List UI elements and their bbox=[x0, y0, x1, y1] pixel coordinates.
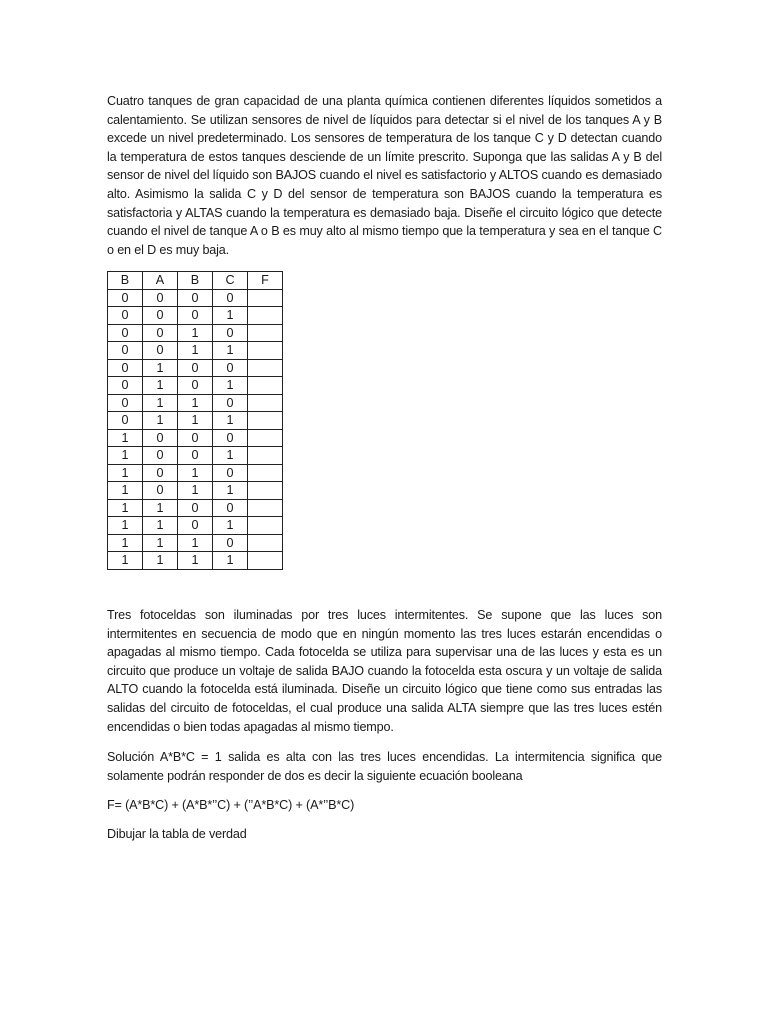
truth-table-cell: 0 bbox=[108, 307, 143, 325]
truth-table-cell: 0 bbox=[143, 307, 178, 325]
truth-table-cell: 1 bbox=[143, 412, 178, 430]
truth-table-cell: 1 bbox=[213, 412, 248, 430]
truth-table-cell bbox=[248, 324, 283, 342]
truth-table-cell: 1 bbox=[143, 394, 178, 412]
truth-table-cell: 1 bbox=[178, 534, 213, 552]
truth-table-cell: 0 bbox=[178, 429, 213, 447]
truth-table-cell: 0 bbox=[143, 429, 178, 447]
truth-table-cell: 0 bbox=[108, 394, 143, 412]
truth-table-cell: 1 bbox=[143, 534, 178, 552]
truth-table-cell: 0 bbox=[213, 359, 248, 377]
truth-table-row bbox=[108, 482, 283, 500]
truth-table-cell: 1 bbox=[213, 342, 248, 360]
truth-table-cell: 0 bbox=[213, 464, 248, 482]
truth-table-cell: 1 bbox=[178, 412, 213, 430]
truth-table-cell bbox=[248, 552, 283, 570]
truth-table-cell: 0 bbox=[178, 307, 213, 325]
truth-table-row bbox=[108, 359, 283, 377]
problem2-paragraph: Tres fotoceldas son iluminadas por tres luces intermitentes. Se supone que las luces son intermitentes en secuencia de modo que en ningún momento las tres luces estarán encendidas o apagadas al mismo tiempo. Cada fotocelda se utiliza para supervisar una de las luces y esta es un circuito que produce un voltaje de salida BAJO cuando la fotocelda esta oscura y un voltaje de salida ALTO cuando la fotocelda está iluminada. Diseñe un circuito lógico que tiene como sus entradas las salidas del circuito de fotoceldas, el cual produce una salida ALTA siempre que las tres luces estén encendidas o bien todas apagadas al mismo tiempo. bbox=[107, 608, 662, 734]
truth-table-row bbox=[108, 534, 283, 552]
truth-table-cell: 1 bbox=[143, 517, 178, 535]
truth-table-header-row bbox=[108, 272, 283, 290]
truth-table-cell: 1 bbox=[178, 324, 213, 342]
truth-table-row bbox=[108, 499, 283, 517]
truth-table-row bbox=[108, 324, 283, 342]
truth-table-cell bbox=[248, 342, 283, 360]
truth-table-cell bbox=[248, 517, 283, 535]
truth-table-cell: 0 bbox=[178, 447, 213, 465]
truth-table-cell: 0 bbox=[108, 342, 143, 360]
truth-table-cell: 0 bbox=[213, 324, 248, 342]
truth-table-cell: 1 bbox=[213, 307, 248, 325]
truth-table-cell: 1 bbox=[143, 552, 178, 570]
truth-table-cell bbox=[248, 394, 283, 412]
truth-table-cell: 0 bbox=[178, 359, 213, 377]
truth-table-row bbox=[108, 552, 283, 570]
truth-table-cell: 0 bbox=[178, 377, 213, 395]
truth-table-row bbox=[108, 377, 283, 395]
truth-table-cell bbox=[248, 464, 283, 482]
truth-table-row bbox=[108, 412, 283, 430]
truth-table-cell: 1 bbox=[143, 499, 178, 517]
truth-table-cell bbox=[248, 289, 283, 307]
truth-table-cell bbox=[248, 429, 283, 447]
truth-table-cell bbox=[248, 412, 283, 430]
truth-table-header: F bbox=[248, 272, 283, 290]
truth-table-cell: 1 bbox=[143, 359, 178, 377]
truth-table-body bbox=[108, 289, 283, 569]
truth-table-header: B bbox=[108, 272, 143, 290]
truth-table-cell: 1 bbox=[213, 517, 248, 535]
truth-table-cell: 1 bbox=[213, 482, 248, 500]
problem1-paragraph: Cuatro tanques de gran capacidad de una planta química contienen diferentes líquidos sometidos a calentamiento. Se utilizan sensores de nivel de líquidos para detectar si el nivel de los tanques A y B excede un nivel predeterminado. Los sensores de temperatura de los tanque C y D detectan cuando la temperatura de estos tanques desciende de un límite prescrito. Suponga que las salidas A y B del sensor de nivel del líquido son BAJOS cuando el nivel es satisfactorio y ALTOS cuando es demasiado alto. Asimismo la salida C y D del sensor de temperatura son BAJOS cuando la temperatura es satisfactoria y ALTAS cuando la temperatura es demasiado baja. Diseñe el circuito lógico que detecte cuando el nivel de tanque A o B es muy alto al mismo tiempo que la temperatura y sea en el tanque C o en el D es muy baja. bbox=[107, 94, 662, 257]
truth-table-cell: 1 bbox=[108, 499, 143, 517]
truth-table-cell: 0 bbox=[178, 499, 213, 517]
truth-table-row bbox=[108, 447, 283, 465]
truth-table-cell: 0 bbox=[213, 534, 248, 552]
truth-table-cell: 1 bbox=[108, 464, 143, 482]
truth-table-cell: 1 bbox=[108, 482, 143, 500]
truth-table-cell: 0 bbox=[108, 412, 143, 430]
truth-table-row bbox=[108, 464, 283, 482]
truth-table-header: B bbox=[178, 272, 213, 290]
truth-table-cell: 1 bbox=[213, 447, 248, 465]
truth-table-header: C bbox=[213, 272, 248, 290]
truth-table-cell: 0 bbox=[143, 289, 178, 307]
truth-table-row bbox=[108, 289, 283, 307]
truth-table-cell bbox=[248, 447, 283, 465]
truth-table bbox=[107, 271, 283, 570]
truth-table-cell: 1 bbox=[213, 377, 248, 395]
truth-table-cell bbox=[248, 307, 283, 325]
truth-table-cell: 0 bbox=[143, 482, 178, 500]
truth-table-cell: 1 bbox=[108, 447, 143, 465]
truth-table-cell: 1 bbox=[108, 429, 143, 447]
truth-table-cell: 0 bbox=[143, 342, 178, 360]
truth-table-row bbox=[108, 342, 283, 360]
truth-table-cell: 1 bbox=[213, 552, 248, 570]
truth-table-cell: 1 bbox=[108, 517, 143, 535]
boolean-formula: F= (A*B*C) + (A*B*’’C) + (’’A*B*C) + (A*’’B*C) bbox=[107, 798, 355, 812]
truth-table-cell: 0 bbox=[108, 359, 143, 377]
truth-table-cell: 1 bbox=[178, 342, 213, 360]
truth-table-cell: 0 bbox=[143, 447, 178, 465]
truth-table-cell: 1 bbox=[178, 482, 213, 500]
truth-table-cell bbox=[248, 482, 283, 500]
truth-table-cell: 0 bbox=[213, 394, 248, 412]
truth-table-cell: 0 bbox=[143, 464, 178, 482]
truth-table-row bbox=[108, 429, 283, 447]
truth-table-cell: 0 bbox=[108, 377, 143, 395]
truth-table-cell: 1 bbox=[143, 377, 178, 395]
truth-table-row bbox=[108, 394, 283, 412]
truth-table-cell: 0 bbox=[213, 429, 248, 447]
truth-table-cell: 1 bbox=[108, 534, 143, 552]
solution-paragraph: Solución A*B*C = 1 salida es alta con las tres luces encendidas. La intermitencia significa que solamente podrán responder de dos es decir la siguiente ecuación booleana bbox=[107, 750, 662, 783]
truth-table-header: A bbox=[143, 272, 178, 290]
truth-table-cell bbox=[248, 499, 283, 517]
instruction-text: Dibujar la tabla de verdad bbox=[107, 827, 247, 841]
truth-table-cell: 0 bbox=[213, 499, 248, 517]
truth-table-cell: 1 bbox=[108, 552, 143, 570]
truth-table-row bbox=[108, 517, 283, 535]
truth-table-row bbox=[108, 307, 283, 325]
truth-table-cell: 0 bbox=[143, 324, 178, 342]
truth-table-cell: 1 bbox=[178, 552, 213, 570]
truth-table-cell: 0 bbox=[213, 289, 248, 307]
truth-table-cell: 1 bbox=[178, 464, 213, 482]
truth-table-cell: 0 bbox=[108, 289, 143, 307]
truth-table-cell: 0 bbox=[178, 289, 213, 307]
truth-table-cell: 1 bbox=[178, 394, 213, 412]
truth-table-cell: 0 bbox=[178, 517, 213, 535]
truth-table-cell bbox=[248, 359, 283, 377]
truth-table-cell bbox=[248, 377, 283, 395]
truth-table-cell: 0 bbox=[108, 324, 143, 342]
truth-table-cell bbox=[248, 534, 283, 552]
